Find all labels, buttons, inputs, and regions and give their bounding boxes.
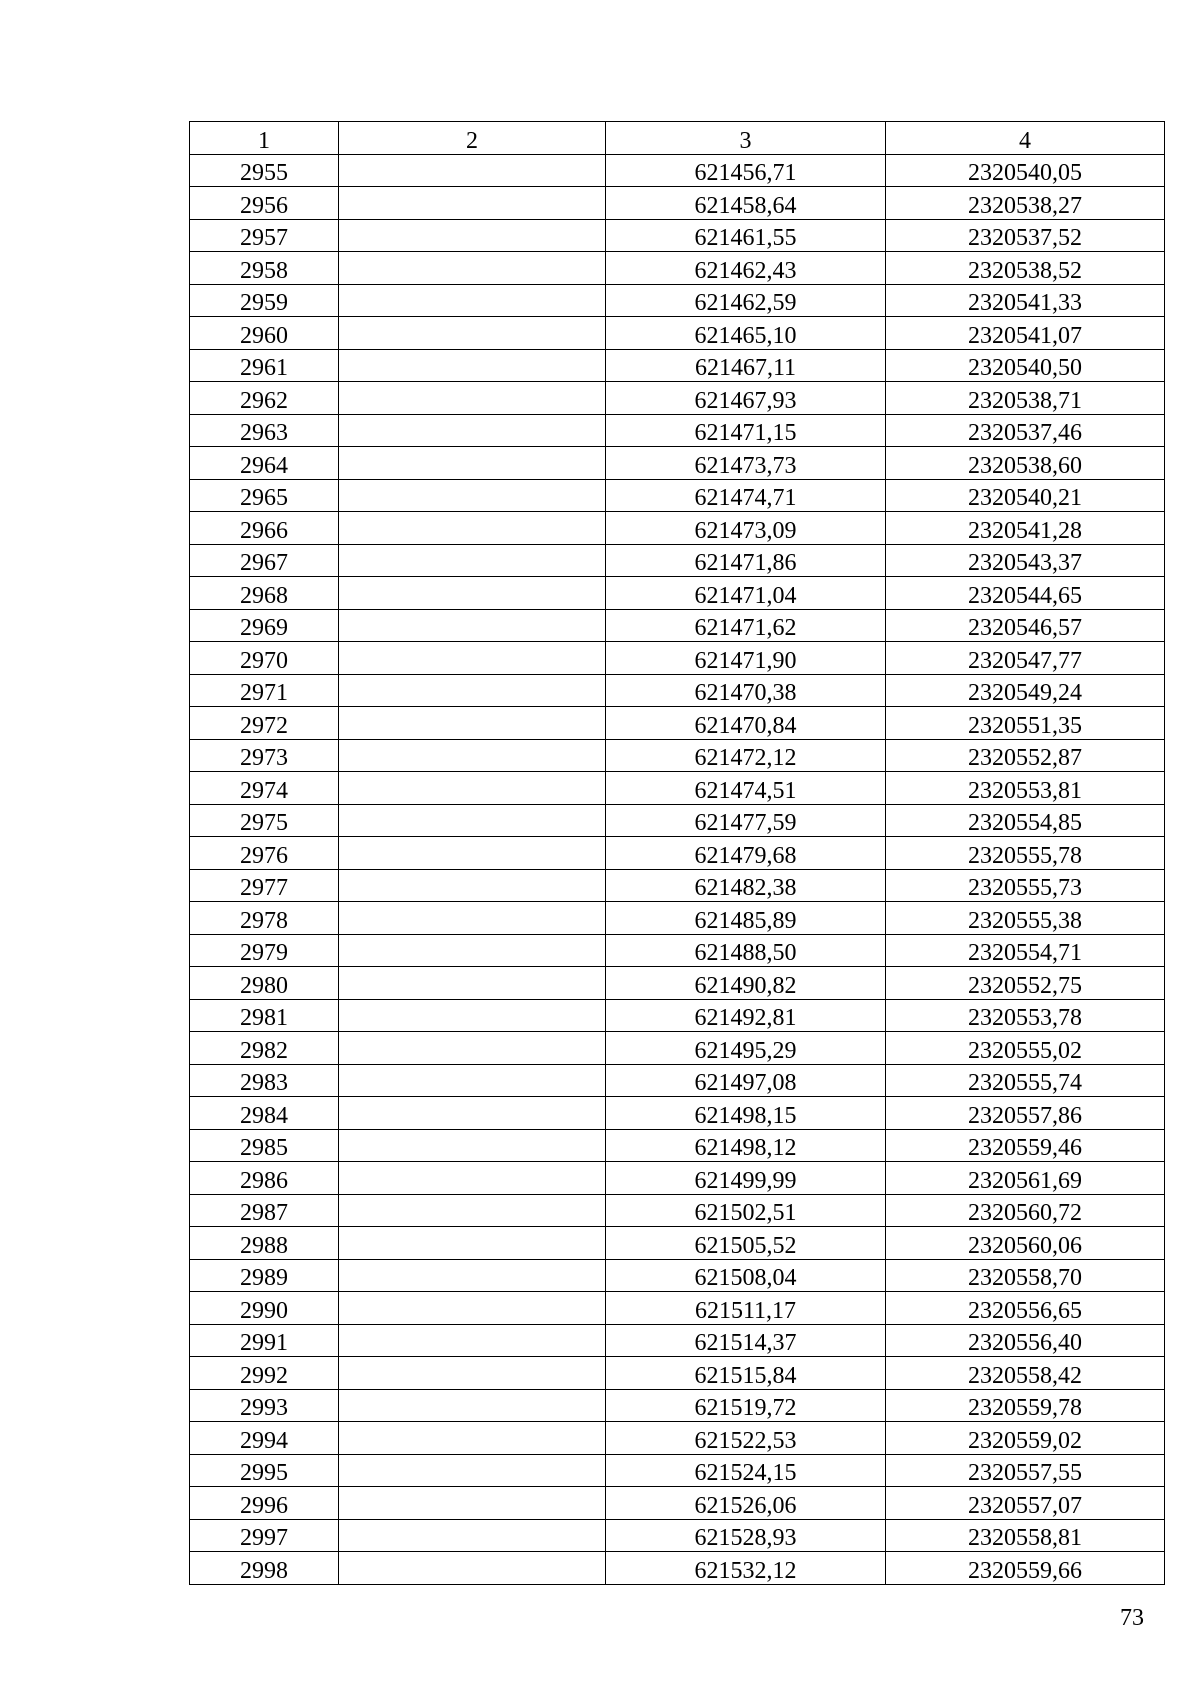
table-row [190, 544, 1165, 577]
y-coordinate-cell: 2320561,69 [886, 1162, 1165, 1195]
x-coordinate-cell: 621456,71 [606, 154, 886, 187]
name-cell [339, 382, 606, 415]
name-cell [339, 707, 606, 740]
name-cell [339, 577, 606, 610]
name-cell [339, 447, 606, 480]
table-row [190, 284, 1165, 317]
point-number-cell: 2969 [190, 609, 339, 642]
x-coordinate-cell: 621471,90 [606, 642, 886, 675]
y-coordinate-cell: 2320560,06 [886, 1227, 1165, 1260]
y-coordinate-cell: 2320554,71 [886, 934, 1165, 967]
x-coordinate-cell: 621482,38 [606, 869, 886, 902]
y-coordinate-cell: 2320543,37 [886, 544, 1165, 577]
name-cell [339, 1129, 606, 1162]
x-coordinate-cell: 621532,12 [606, 1552, 886, 1585]
point-number-cell: 2965 [190, 479, 339, 512]
name-cell [339, 414, 606, 447]
table-row [190, 674, 1165, 707]
name-cell [339, 1292, 606, 1325]
point-number-cell: 2962 [190, 382, 339, 415]
x-coordinate-cell: 621528,93 [606, 1519, 886, 1552]
y-coordinate-cell: 2320553,81 [886, 772, 1165, 805]
x-coordinate-cell: 621471,62 [606, 609, 886, 642]
name-cell [339, 674, 606, 707]
y-coordinate-cell: 2320538,60 [886, 447, 1165, 480]
table-row [190, 837, 1165, 870]
x-coordinate-cell: 621508,04 [606, 1259, 886, 1292]
name-cell [339, 739, 606, 772]
table-row [190, 869, 1165, 902]
x-coordinate-cell: 621473,09 [606, 512, 886, 545]
table-row [190, 1454, 1165, 1487]
x-coordinate-cell: 621462,43 [606, 252, 886, 285]
x-coordinate-cell: 621470,84 [606, 707, 886, 740]
y-coordinate-cell: 2320546,57 [886, 609, 1165, 642]
y-coordinate-cell: 2320553,78 [886, 999, 1165, 1032]
name-cell [339, 1324, 606, 1357]
point-number-cell: 2971 [190, 674, 339, 707]
x-coordinate-cell: 621461,55 [606, 219, 886, 252]
x-coordinate-cell: 621505,52 [606, 1227, 886, 1260]
column-header-1: 1 [190, 122, 339, 155]
table-row [190, 739, 1165, 772]
table-row [190, 317, 1165, 350]
x-coordinate-cell: 621492,81 [606, 999, 886, 1032]
y-coordinate-cell: 2320538,27 [886, 187, 1165, 220]
column-header-3: 3 [606, 122, 886, 155]
table-row [190, 772, 1165, 805]
table-row [190, 1259, 1165, 1292]
name-cell [339, 934, 606, 967]
table-row [190, 1324, 1165, 1357]
table-row [190, 512, 1165, 545]
y-coordinate-cell: 2320549,24 [886, 674, 1165, 707]
table-row [190, 154, 1165, 187]
x-coordinate-cell: 621462,59 [606, 284, 886, 317]
y-coordinate-cell: 2320554,85 [886, 804, 1165, 837]
point-number-cell: 2989 [190, 1259, 339, 1292]
table-row [190, 479, 1165, 512]
table-row [190, 609, 1165, 642]
table-row [190, 414, 1165, 447]
x-coordinate-cell: 621471,86 [606, 544, 886, 577]
point-number-cell: 2986 [190, 1162, 339, 1195]
y-coordinate-cell: 2320552,75 [886, 967, 1165, 1000]
point-number-cell: 2997 [190, 1519, 339, 1552]
point-number-cell: 2976 [190, 837, 339, 870]
x-coordinate-cell: 621498,12 [606, 1129, 886, 1162]
table-row [190, 1552, 1165, 1585]
point-number-cell: 2975 [190, 804, 339, 837]
name-cell [339, 1389, 606, 1422]
point-number-cell: 2998 [190, 1552, 339, 1585]
point-number-cell: 2990 [190, 1292, 339, 1325]
table-row [190, 349, 1165, 382]
name-cell [339, 154, 606, 187]
x-coordinate-cell: 621514,37 [606, 1324, 886, 1357]
name-cell [339, 1194, 606, 1227]
name-cell [339, 869, 606, 902]
point-number-cell: 2984 [190, 1097, 339, 1130]
y-coordinate-cell: 2320540,05 [886, 154, 1165, 187]
y-coordinate-cell: 2320559,02 [886, 1422, 1165, 1455]
y-coordinate-cell: 2320538,71 [886, 382, 1165, 415]
table-row [190, 999, 1165, 1032]
y-coordinate-cell: 2320540,21 [886, 479, 1165, 512]
x-coordinate-cell: 621524,15 [606, 1454, 886, 1487]
y-coordinate-cell: 2320555,78 [886, 837, 1165, 870]
y-coordinate-cell: 2320547,77 [886, 642, 1165, 675]
y-coordinate-cell: 2320558,42 [886, 1357, 1165, 1390]
point-number-cell: 2988 [190, 1227, 339, 1260]
x-coordinate-cell: 621498,15 [606, 1097, 886, 1130]
name-cell [339, 967, 606, 1000]
table-row [190, 804, 1165, 837]
name-cell [339, 837, 606, 870]
point-number-cell: 2956 [190, 187, 339, 220]
point-number-cell: 2972 [190, 707, 339, 740]
point-number-cell: 2955 [190, 154, 339, 187]
y-coordinate-cell: 2320552,87 [886, 739, 1165, 772]
point-number-cell: 2967 [190, 544, 339, 577]
name-cell [339, 1454, 606, 1487]
name-cell [339, 479, 606, 512]
point-number-cell: 2966 [190, 512, 339, 545]
x-coordinate-cell: 621519,72 [606, 1389, 886, 1422]
table-row [190, 577, 1165, 610]
x-coordinate-cell: 621474,71 [606, 479, 886, 512]
x-coordinate-cell: 621473,73 [606, 447, 886, 480]
table-row [190, 1032, 1165, 1065]
x-coordinate-cell: 621497,08 [606, 1064, 886, 1097]
point-number-cell: 2964 [190, 447, 339, 480]
y-coordinate-cell: 2320558,70 [886, 1259, 1165, 1292]
x-coordinate-cell: 621471,04 [606, 577, 886, 610]
y-coordinate-cell: 2320537,52 [886, 219, 1165, 252]
x-coordinate-cell: 621485,89 [606, 902, 886, 935]
y-coordinate-cell: 2320555,38 [886, 902, 1165, 935]
name-cell [339, 999, 606, 1032]
x-coordinate-cell: 621479,68 [606, 837, 886, 870]
point-number-cell: 2979 [190, 934, 339, 967]
x-coordinate-cell: 621499,99 [606, 1162, 886, 1195]
x-coordinate-cell: 621470,38 [606, 674, 886, 707]
name-cell [339, 804, 606, 837]
table-row [190, 934, 1165, 967]
name-cell [339, 1357, 606, 1390]
point-number-cell: 2958 [190, 252, 339, 285]
x-coordinate-cell: 621467,11 [606, 349, 886, 382]
table-row [190, 252, 1165, 285]
point-number-cell: 2983 [190, 1064, 339, 1097]
y-coordinate-cell: 2320555,73 [886, 869, 1165, 902]
x-coordinate-cell: 621458,64 [606, 187, 886, 220]
table-header [190, 122, 1165, 155]
x-coordinate-cell: 621511,17 [606, 1292, 886, 1325]
point-number-cell: 2959 [190, 284, 339, 317]
x-coordinate-cell: 621495,29 [606, 1032, 886, 1065]
table-row [190, 1422, 1165, 1455]
x-coordinate-cell: 621465,10 [606, 317, 886, 350]
y-coordinate-cell: 2320541,28 [886, 512, 1165, 545]
x-coordinate-cell: 621488,50 [606, 934, 886, 967]
header-row [190, 122, 1165, 155]
table-row [190, 1097, 1165, 1130]
y-coordinate-cell: 2320557,86 [886, 1097, 1165, 1130]
name-cell [339, 609, 606, 642]
y-coordinate-cell: 2320541,33 [886, 284, 1165, 317]
point-number-cell: 2980 [190, 967, 339, 1000]
name-cell [339, 1422, 606, 1455]
name-cell [339, 1552, 606, 1585]
name-cell [339, 1227, 606, 1260]
point-number-cell: 2968 [190, 577, 339, 610]
y-coordinate-cell: 2320555,74 [886, 1064, 1165, 1097]
table-row [190, 902, 1165, 935]
point-number-cell: 2993 [190, 1389, 339, 1422]
name-cell [339, 252, 606, 285]
table-row [190, 1162, 1165, 1195]
table-row [190, 1129, 1165, 1162]
point-number-cell: 2977 [190, 869, 339, 902]
y-coordinate-cell: 2320559,78 [886, 1389, 1165, 1422]
point-number-cell: 2978 [190, 902, 339, 935]
column-header-4: 4 [886, 122, 1165, 155]
y-coordinate-cell: 2320541,07 [886, 317, 1165, 350]
table-row [190, 1357, 1165, 1390]
name-cell [339, 544, 606, 577]
page-number: 73 [1120, 1605, 1144, 1631]
point-number-cell: 2992 [190, 1357, 339, 1390]
name-cell [339, 512, 606, 545]
name-cell [339, 187, 606, 220]
y-coordinate-cell: 2320537,46 [886, 414, 1165, 447]
name-cell [339, 1064, 606, 1097]
x-coordinate-cell: 621490,82 [606, 967, 886, 1000]
table-row [190, 707, 1165, 740]
point-number-cell: 2987 [190, 1194, 339, 1227]
coordinates-table [189, 121, 1165, 1585]
point-number-cell: 2960 [190, 317, 339, 350]
column-header-2: 2 [339, 122, 606, 155]
point-number-cell: 2963 [190, 414, 339, 447]
y-coordinate-cell: 2320560,72 [886, 1194, 1165, 1227]
name-cell [339, 1162, 606, 1195]
name-cell [339, 219, 606, 252]
y-coordinate-cell: 2320555,02 [886, 1032, 1165, 1065]
table-row [190, 1487, 1165, 1520]
x-coordinate-cell: 621477,59 [606, 804, 886, 837]
point-number-cell: 2995 [190, 1454, 339, 1487]
y-coordinate-cell: 2320557,07 [886, 1487, 1165, 1520]
name-cell [339, 1519, 606, 1552]
name-cell [339, 1097, 606, 1130]
name-cell [339, 349, 606, 382]
point-number-cell: 2970 [190, 642, 339, 675]
x-coordinate-cell: 621502,51 [606, 1194, 886, 1227]
table-row [190, 1292, 1165, 1325]
name-cell [339, 284, 606, 317]
point-number-cell: 2982 [190, 1032, 339, 1065]
y-coordinate-cell: 2320556,65 [886, 1292, 1165, 1325]
table-row [190, 382, 1165, 415]
y-coordinate-cell: 2320538,52 [886, 252, 1165, 285]
point-number-cell: 2961 [190, 349, 339, 382]
x-coordinate-cell: 621467,93 [606, 382, 886, 415]
table-row [190, 1064, 1165, 1097]
point-number-cell: 2991 [190, 1324, 339, 1357]
table-row [190, 187, 1165, 220]
y-coordinate-cell: 2320540,50 [886, 349, 1165, 382]
table-row [190, 1194, 1165, 1227]
x-coordinate-cell: 621515,84 [606, 1357, 886, 1390]
name-cell [339, 317, 606, 350]
y-coordinate-cell: 2320559,46 [886, 1129, 1165, 1162]
point-number-cell: 2957 [190, 219, 339, 252]
table-row [190, 1389, 1165, 1422]
y-coordinate-cell: 2320551,35 [886, 707, 1165, 740]
x-coordinate-cell: 621526,06 [606, 1487, 886, 1520]
point-number-cell: 2974 [190, 772, 339, 805]
name-cell [339, 902, 606, 935]
name-cell [339, 1487, 606, 1520]
x-coordinate-cell: 621471,15 [606, 414, 886, 447]
y-coordinate-cell: 2320557,55 [886, 1454, 1165, 1487]
name-cell [339, 642, 606, 675]
table-body [190, 154, 1165, 1584]
point-number-cell: 2985 [190, 1129, 339, 1162]
y-coordinate-cell: 2320558,81 [886, 1519, 1165, 1552]
table-row [190, 642, 1165, 675]
point-number-cell: 2981 [190, 999, 339, 1032]
point-number-cell: 2996 [190, 1487, 339, 1520]
y-coordinate-cell: 2320544,65 [886, 577, 1165, 610]
x-coordinate-cell: 621472,12 [606, 739, 886, 772]
point-number-cell: 2994 [190, 1422, 339, 1455]
name-cell [339, 1032, 606, 1065]
y-coordinate-cell: 2320559,66 [886, 1552, 1165, 1585]
x-coordinate-cell: 621474,51 [606, 772, 886, 805]
table-row [190, 967, 1165, 1000]
point-number-cell: 2973 [190, 739, 339, 772]
name-cell [339, 1259, 606, 1292]
y-coordinate-cell: 2320556,40 [886, 1324, 1165, 1357]
table-row [190, 1227, 1165, 1260]
table-row [190, 1519, 1165, 1552]
table-row [190, 447, 1165, 480]
table-row [190, 219, 1165, 252]
name-cell [339, 772, 606, 805]
x-coordinate-cell: 621522,53 [606, 1422, 886, 1455]
